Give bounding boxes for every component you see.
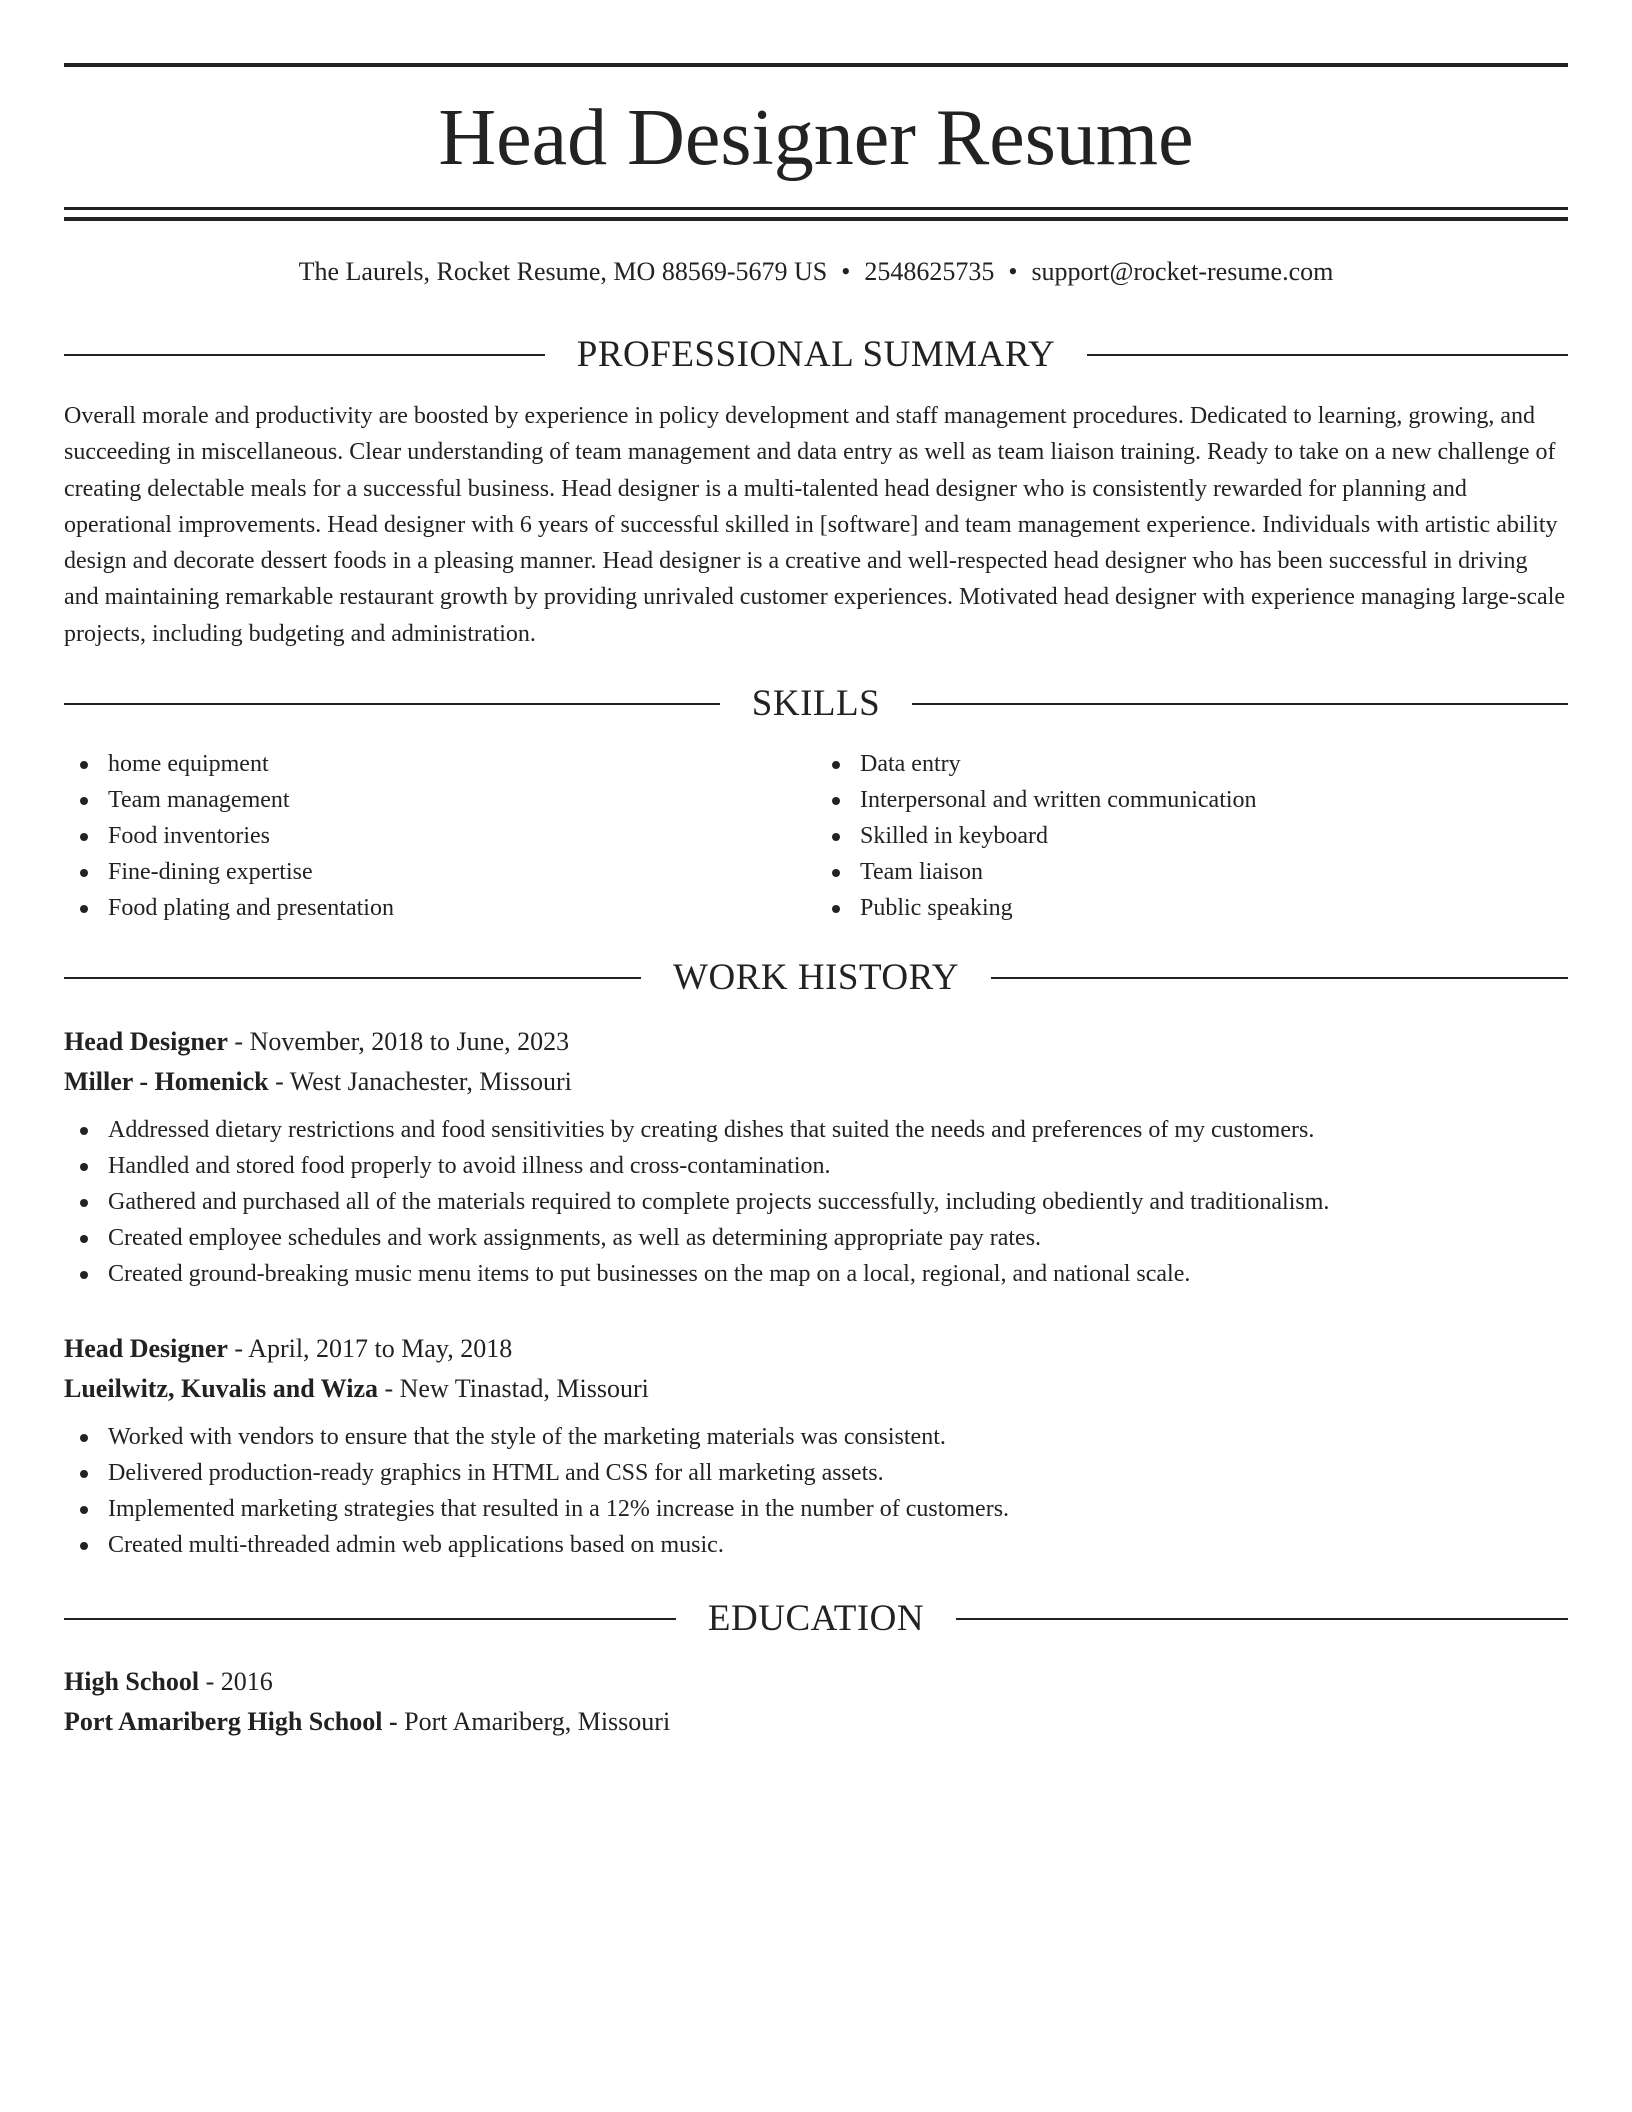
education-degree-line — [64, 1662, 1568, 1702]
job-company: Lueilwitz, Kuvalis and Wiza — [64, 1374, 378, 1403]
resume-title: Head Designer Resume — [438, 94, 1194, 182]
job-bullet: Addressed dietary restrictions and food sensitivities by creating dishes that suited the needs and preferences of my customers. — [64, 1112, 1568, 1148]
section-header-work — [64, 953, 1568, 1003]
section-title-education: EDUCATION — [707, 1598, 925, 1639]
job-entry — [64, 1329, 1568, 1563]
education-school-line — [64, 1702, 1568, 1742]
contact-line — [64, 252, 1568, 292]
skill-item: Food inventories — [64, 818, 816, 854]
skill-item: Team liaison — [816, 854, 1568, 890]
job-location: West Janachester, Missouri — [289, 1067, 572, 1096]
job-bullets — [64, 1112, 1568, 1292]
job-bullet: Created ground-breaking music menu items to put businesses on the map on a local, regional, and national scale. — [64, 1256, 1568, 1292]
section-rule — [64, 977, 641, 979]
skills-column-right — [816, 746, 1568, 926]
section-title-work: WORK HISTORY — [673, 957, 959, 998]
job-bullet: Handled and stored food properly to avoid illness and cross-contamination. — [64, 1148, 1568, 1184]
job-company-line — [64, 1062, 1568, 1102]
job-bullet: Delivered production-ready graphics in HTML and CSS for all marketing assets. — [64, 1455, 1568, 1491]
section-header-summary — [64, 330, 1568, 380]
job-company: Miller - Homenick — [64, 1067, 269, 1096]
skill-item: Public speaking — [816, 890, 1568, 926]
section-rule — [912, 703, 1568, 705]
skill-item: Team management — [64, 782, 816, 818]
job-dates: April, 2017 to May, 2018 — [248, 1334, 513, 1363]
skill-item: Interpersonal and written communication — [816, 782, 1568, 818]
job-bullet: Implemented marketing strategies that resulted in a 12% increase in the number of customers. — [64, 1491, 1568, 1527]
job-company-line — [64, 1369, 1568, 1409]
dash: - — [384, 1374, 394, 1403]
skill-item: Data entry — [816, 746, 1568, 782]
section-header-education — [64, 1594, 1568, 1644]
dash: - — [388, 1707, 398, 1736]
job-bullet: Created employee schedules and work assignments, as well as determining appropriate pay rates. — [64, 1220, 1568, 1256]
education-degree: High School — [64, 1667, 200, 1696]
education-school: Port Amariberg High School — [64, 1707, 383, 1736]
dash: - — [205, 1667, 215, 1696]
job-location: New Tinastad, Missouri — [399, 1374, 649, 1403]
contact-separator: • — [1008, 257, 1018, 286]
dash: - — [275, 1067, 284, 1096]
dash: - — [234, 1027, 244, 1056]
job-bullet: Gathered and purchased all of the materials required to complete projects successfully, including obediently and traditionalism. — [64, 1184, 1568, 1220]
section-rule — [991, 977, 1568, 979]
summary-paragraph: Overall morale and productivity are boosted by experience in policy development and staff management procedures. Dedicated to learning, growing, and succeeding in miscellaneous. Clear understanding of team management and data entry as well as team liaison training. Ready to take on a new challenge of creating delectable meals for a successful business. Head designer is a multi-talented head designer who is consistently rewarded for planning and operational improvements. Head designer with 6 years of successful skilled in [software] and team management experience. Individuals with artistic ability design and decorate dessert foods in a pleasing manner. Head designer is a creative and well-respected head designer who has been successful in driving and maintaining remarkable restaurant growth by providing unrivaled customer experiences. Motivated head designer with experience managing large-scale projects, including budgeting and administration. — [64, 403, 1566, 647]
job-dates: November, 2018 to June, 2023 — [249, 1027, 570, 1056]
skill-item: Fine-dining expertise — [64, 854, 816, 890]
skill-item: Food plating and presentation — [64, 890, 816, 926]
job-bullets — [64, 1419, 1568, 1563]
job-role-line — [64, 1329, 1568, 1369]
job-bullet: Created multi-threaded admin web applications based on music. — [64, 1527, 1568, 1563]
section-rule — [64, 354, 545, 356]
job-role: Head Designer — [64, 1027, 228, 1056]
top-rule — [64, 63, 1568, 67]
contact-email: support@rocket-resume.com — [1031, 257, 1334, 286]
section-rule — [1087, 354, 1568, 356]
skill-item: Skilled in keyboard — [816, 818, 1568, 854]
job-role-line — [64, 1022, 1568, 1062]
contact-phone: 2548625735 — [864, 257, 995, 286]
section-rule — [956, 1618, 1568, 1620]
education-year: 2016 — [220, 1667, 273, 1696]
skills-list — [64, 746, 1568, 926]
skills-column-left — [64, 746, 816, 926]
section-rule — [64, 1618, 676, 1620]
section-title-skills: SKILLS — [751, 683, 881, 724]
job-entry — [64, 1022, 1568, 1292]
education-entry — [64, 1662, 1568, 1742]
section-title-summary: PROFESSIONAL SUMMARY — [576, 334, 1056, 375]
contact-separator: • — [841, 257, 851, 286]
skill-item: home equipment — [64, 746, 816, 782]
job-role: Head Designer — [64, 1334, 228, 1363]
section-rule — [64, 703, 720, 705]
section-header-skills — [64, 679, 1568, 729]
contact-address: The Laurels, Rocket Resume, MO 88569-5679 US — [298, 257, 828, 286]
education-location: Port Amariberg, Missouri — [404, 1707, 671, 1736]
title-double-rule — [64, 207, 1568, 221]
dash: - — [234, 1334, 244, 1363]
job-bullet: Worked with vendors to ensure that the style of the marketing materials was consistent. — [64, 1419, 1568, 1455]
